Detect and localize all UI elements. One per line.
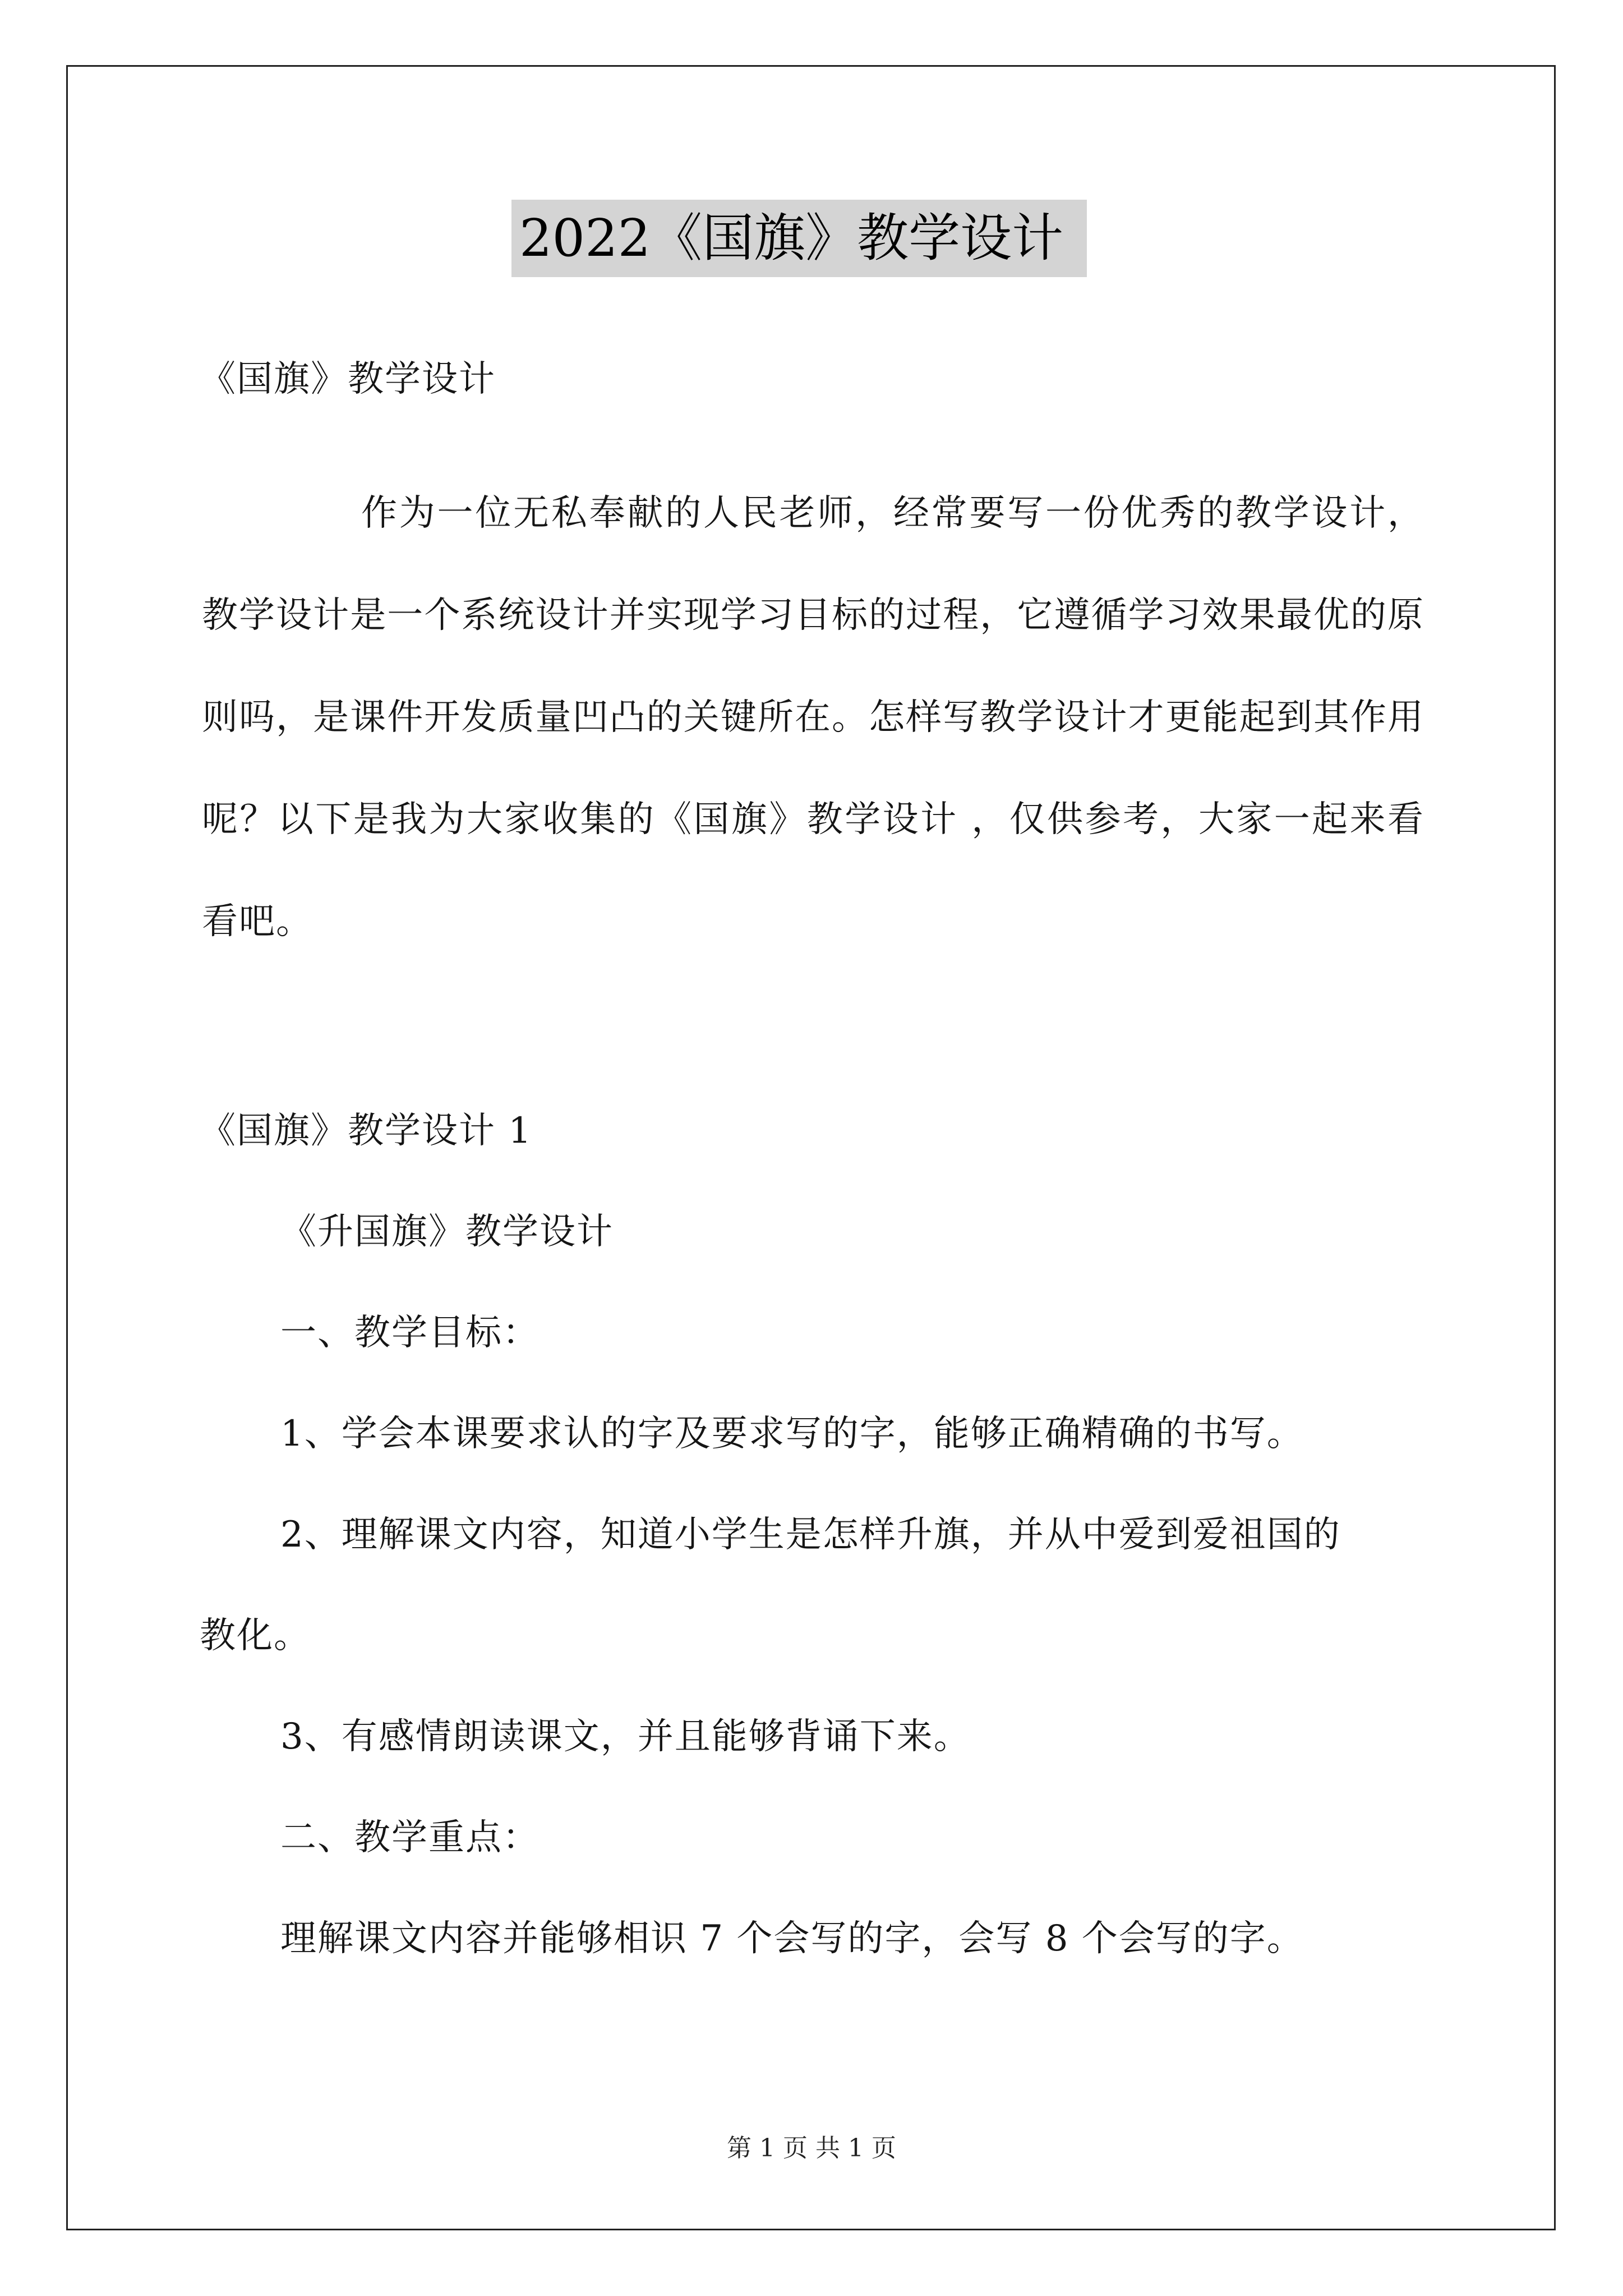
document-subtitle: 《国旗》教学设计 (200, 358, 496, 400)
goal-item-2: 2、理解课文内容，知道小学生是怎样升旗，并从中爱到爱祖国的 (280, 1514, 1341, 1556)
document-title: 2022《国旗》教学设计 (511, 200, 1087, 277)
goal-item-3: 3、有感情朗读课文，并且能够背诵下来。 (280, 1716, 971, 1757)
lesson-title: 《升国旗》教学设计 (280, 1211, 614, 1253)
key-point-text: 理解课文内容并能够相识 7 个会写的字，会写 8 个会写的字。 (280, 1918, 1304, 1959)
page-footer: 第 1 页 共 1 页 (727, 2134, 896, 2162)
goals-heading: 一、教学目标： (280, 1312, 540, 1354)
section-heading: 《国旗》教学设计 1 (200, 1110, 533, 1152)
key-points-heading: 二、教学重点： (280, 1817, 540, 1858)
goal-item-2-continuation: 教化。 (200, 1615, 311, 1657)
goal-item-1: 1、学会本课要求认的字及要求写的字，能够正确精确的书写。 (280, 1413, 1304, 1455)
intro-paragraph: 作为一位无私奉献的人民老师，经常要写一份优秀的教学设计，教学设计是一个系统设计并实现学习目标的过程，它遵循学习效果最优的原则吗，是课件开发质量凹凸的关键所在。怎样写教学设计才更能起到其作用呢？以下是我为大家收集的《国旗》教学设计 ，仅供参考，大家一起来看看吧。 (202, 493, 1424, 942)
